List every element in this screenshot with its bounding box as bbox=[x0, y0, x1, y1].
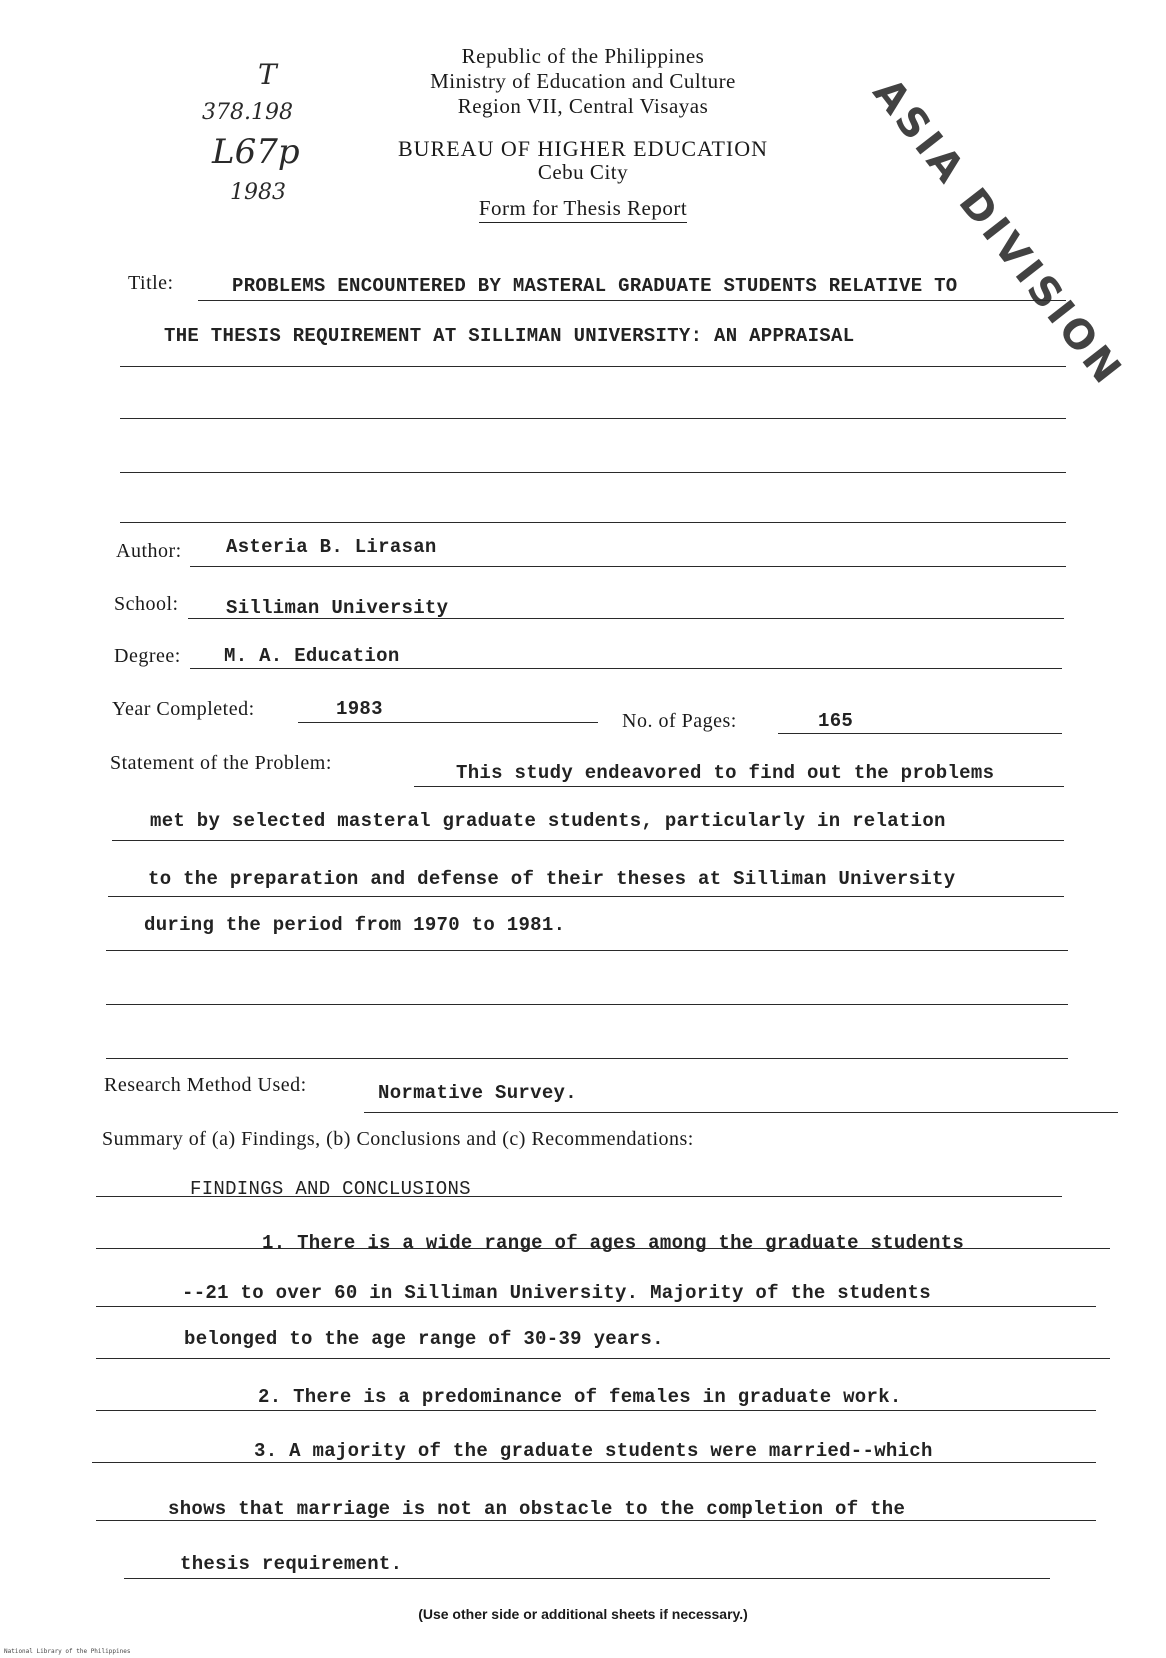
call-number-line3: L67p bbox=[212, 132, 300, 172]
finding-3-line2: shows that marriage is not an obstacle to the completion of the bbox=[168, 1498, 906, 1520]
degree-value: M. A. Education bbox=[224, 645, 400, 667]
year-label: Year Completed: bbox=[112, 698, 255, 720]
summary-rule-3 bbox=[96, 1306, 1096, 1307]
call-number-line4: 1983 bbox=[230, 180, 286, 205]
method-value: Normative Survey. bbox=[378, 1082, 577, 1104]
problem-line1: This study endeavored to find out the problems bbox=[456, 762, 995, 784]
problem-rule-2 bbox=[112, 840, 1064, 841]
header-republic: Republic of the Philippines bbox=[461, 44, 705, 68]
summary-rule-1 bbox=[96, 1196, 1062, 1197]
call-number-line2: 378.198 bbox=[202, 100, 293, 125]
pages-rule bbox=[778, 733, 1062, 734]
title-rule-3 bbox=[120, 418, 1066, 419]
footer-note: (Use other side or additional sheets if necessary.) bbox=[418, 1606, 748, 1622]
school-rule bbox=[188, 618, 1064, 619]
title-label: Title: bbox=[128, 272, 174, 294]
form-title-text: Form for Thesis Report bbox=[479, 196, 687, 223]
problem-rule-1 bbox=[414, 786, 1064, 787]
call-number-line1: T bbox=[258, 58, 277, 91]
title-rule-4 bbox=[120, 472, 1066, 473]
problem-line2: met by selected masteral graduate students, particularly in relation bbox=[150, 810, 946, 832]
title-rule-1 bbox=[198, 300, 1066, 301]
author-label: Author: bbox=[116, 540, 182, 562]
title-rule-2 bbox=[120, 366, 1066, 367]
problem-rule-5 bbox=[106, 1004, 1068, 1005]
library-footer: National Library of the Philippines bbox=[4, 1648, 131, 1655]
finding-1-line3: belonged to the age range of 30-39 years. bbox=[184, 1328, 664, 1350]
problem-rule-4 bbox=[106, 950, 1068, 951]
finding-3-line3: thesis requirement. bbox=[180, 1553, 403, 1575]
method-label: Research Method Used: bbox=[104, 1074, 307, 1096]
school-value: Silliman University bbox=[226, 597, 449, 619]
finding-1-line2: --21 to over 60 in Silliman University. Majority of the students bbox=[182, 1282, 931, 1304]
pages-label: No. of Pages: bbox=[622, 710, 737, 732]
summary-label: Summary of (a) Findings, (b) Conclusions and (c) Recommendations: bbox=[102, 1128, 694, 1150]
pages-value: 165 bbox=[818, 710, 854, 732]
summary-rule-2 bbox=[96, 1248, 1110, 1249]
summary-rule-5 bbox=[96, 1410, 1096, 1411]
header-bureau: BUREAU OF HIGHER EDUCATION bbox=[397, 136, 769, 161]
header-region: Region VII, Central Visayas bbox=[457, 94, 709, 118]
header-ministry: Ministry of Education and Culture bbox=[430, 69, 736, 93]
degree-label: Degree: bbox=[114, 645, 181, 667]
title-value-line2: THE THESIS REQUIREMENT AT SILLIMAN UNIVERSITY: AN APPRAISAL bbox=[164, 325, 855, 347]
summary-rule-7 bbox=[96, 1520, 1096, 1521]
library-stamp: ASIA DIVISION bbox=[863, 70, 1132, 396]
problem-label: Statement of the Problem: bbox=[110, 752, 332, 774]
title-value-line1: PROBLEMS ENCOUNTERED BY MASTERAL GRADUATE STUDENTS RELATIVE TO bbox=[232, 275, 958, 297]
summary-rule-6 bbox=[92, 1462, 1096, 1463]
finding-2-line1: 2. There is a predominance of females in graduate work. bbox=[258, 1386, 902, 1408]
summary-heading: FINDINGS AND CONCLUSIONS bbox=[190, 1178, 471, 1200]
summary-rule-8 bbox=[124, 1578, 1050, 1579]
year-value: 1983 bbox=[336, 698, 383, 720]
problem-line4: during the period from 1970 to 1981. bbox=[144, 914, 566, 936]
summary-rule-4 bbox=[96, 1358, 1110, 1359]
author-value: Asteria B. Lirasan bbox=[226, 536, 437, 558]
header-city: Cebu City bbox=[537, 160, 629, 184]
problem-rule-3 bbox=[108, 896, 1064, 897]
problem-line3: to the preparation and defense of their theses at Silliman University bbox=[148, 868, 956, 890]
degree-rule bbox=[190, 668, 1062, 669]
year-rule bbox=[298, 722, 598, 723]
author-rule bbox=[190, 566, 1066, 567]
finding-1-line1: 1. There is a wide range of ages among the graduate students bbox=[262, 1232, 965, 1254]
method-rule bbox=[364, 1112, 1118, 1113]
school-label: School: bbox=[114, 593, 179, 615]
finding-3-line1: 3. A majority of the graduate students were married--which bbox=[254, 1440, 933, 1462]
title-rule-5 bbox=[120, 522, 1066, 523]
problem-rule-6 bbox=[106, 1058, 1068, 1059]
